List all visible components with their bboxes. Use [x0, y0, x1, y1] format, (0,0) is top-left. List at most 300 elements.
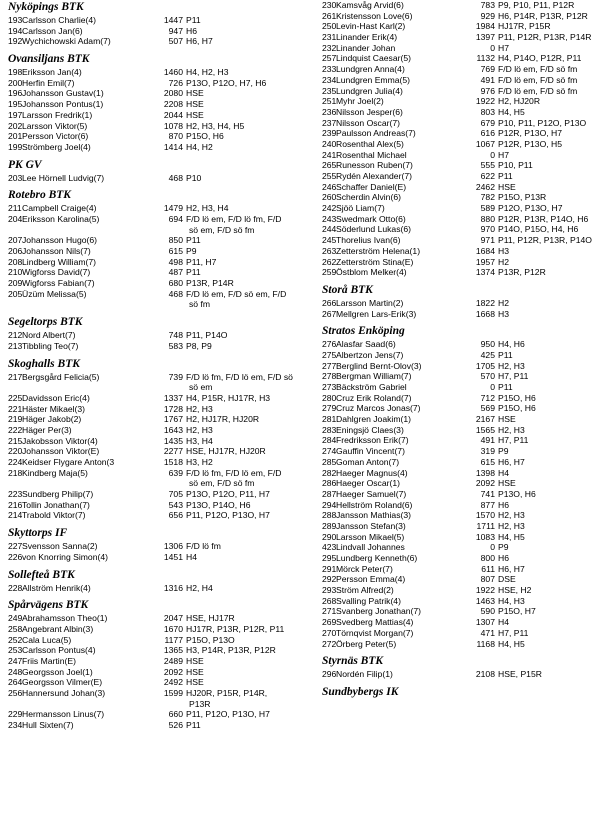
player-entry: [322, 21, 609, 32]
player-classes: H2, H3: [186, 403, 213, 414]
player-name: Friis Martin(E): [22, 655, 76, 666]
player-row: [322, 339, 609, 350]
player-row: [8, 341, 304, 352]
player-classes: H4: [498, 617, 509, 628]
player-row: [8, 656, 304, 667]
player-entry: [8, 142, 304, 153]
player-classes: P11, H7: [186, 256, 217, 267]
player-row: [322, 150, 609, 161]
player-classes: F/D lö em, F/D lö fm, F/D: [186, 213, 282, 224]
player-number: 279: [322, 403, 337, 414]
player-points: 748: [168, 330, 183, 341]
player-classes: H6, P14R, P13R, P12R: [498, 10, 588, 21]
player-classes: HSE: [186, 109, 204, 120]
player-points: 471: [480, 627, 495, 638]
player-row: [322, 182, 609, 193]
player-points: 1168: [476, 638, 495, 649]
player-classes: F/D lö fm, F/D lö em, F/D: [186, 467, 282, 478]
player-classes: H4, H5: [498, 531, 525, 542]
player-points: 2489: [163, 655, 183, 666]
player-number: 274: [322, 446, 337, 457]
player-number: 226: [8, 551, 23, 562]
player-entry: [8, 510, 304, 521]
player-classes: H6: [186, 25, 197, 36]
player-points: 1306: [163, 541, 183, 552]
player-number: 287: [322, 488, 337, 499]
player-entry: [8, 36, 304, 47]
player-classes: HJ17R, P15R: [498, 21, 551, 32]
player-entry: [8, 489, 304, 500]
player-number: 248: [8, 666, 23, 677]
player-number: 240: [322, 138, 337, 149]
player-row: [322, 0, 609, 11]
player-name: Svanberg Jonathan(7): [336, 606, 422, 617]
player-number: 271: [322, 606, 337, 617]
player-entry: [8, 15, 304, 26]
player-name: Wychichowski Adam(7): [22, 36, 111, 47]
player-number: 212: [8, 330, 23, 341]
player-entry: [8, 436, 304, 447]
player-number: 284: [322, 435, 337, 446]
player-points: 947: [168, 25, 183, 36]
player-name: Davidsson Eric(4): [22, 392, 90, 403]
player-row: [8, 635, 304, 646]
player-number: 221: [8, 403, 23, 414]
right-column: [322, 0, 609, 700]
player-entry: [322, 224, 609, 235]
player-number: 281: [322, 414, 337, 425]
player-entry: [8, 645, 304, 656]
player-name: Mörck Peter(7): [336, 563, 393, 574]
player-name: Johansson Gustav(1): [22, 88, 104, 99]
player-classes: H2: [498, 297, 509, 308]
player-name: Ström Alfred(2): [336, 585, 394, 596]
player-number: 268: [322, 595, 337, 606]
player-number: 273: [322, 382, 337, 392]
player-name: von Knorring Simon(4): [22, 551, 108, 562]
player-classes: P9: [498, 542, 509, 553]
player-number: 198: [8, 67, 23, 78]
player-row: [8, 15, 304, 26]
player-number: 250: [322, 21, 337, 32]
player-name: Üzüm Melissa(5): [22, 288, 87, 299]
player-row: [322, 361, 609, 372]
player-row: [322, 457, 609, 468]
player-row: [8, 142, 304, 153]
player-entry: [322, 128, 609, 139]
player-classes: P11: [186, 267, 201, 278]
player-number: 242: [322, 203, 337, 214]
player-name: Trabold Viktor(7): [22, 510, 86, 521]
player-number: 251: [322, 96, 337, 107]
player-number: 219: [8, 414, 23, 425]
player-points: 2092: [163, 666, 183, 677]
player-row: [322, 192, 609, 203]
player-row: [322, 214, 609, 225]
player-classes: H6: [498, 553, 509, 563]
player-points: 487: [168, 267, 183, 278]
player-entry: [322, 86, 609, 97]
player-number: 215: [8, 435, 23, 446]
player-row: [322, 553, 609, 564]
player-name: Allström Henrik(4): [22, 582, 91, 593]
player-number: 295: [322, 553, 337, 563]
player-number: 275: [322, 349, 337, 360]
player-number: 245: [322, 235, 337, 246]
player-points: 491: [480, 74, 495, 85]
player-number: 218: [8, 467, 23, 478]
player-number: 192: [8, 36, 23, 47]
player-name: Albertzon Jens(7): [336, 349, 404, 360]
club-heading: Sundbybergs IK: [322, 685, 399, 698]
player-points: 1767: [163, 414, 183, 425]
player-classes: H4, H5: [498, 638, 525, 649]
player-points: 1711: [476, 520, 495, 531]
player-entry: [8, 446, 304, 457]
player-number: 294: [322, 499, 337, 510]
player-name: Jansson Mathias(3): [336, 510, 411, 521]
player-name: Carlsson Jan(6): [22, 25, 83, 36]
player-classes: H2, H3: [498, 520, 525, 531]
player-number: 258: [8, 623, 23, 634]
player-entry: [8, 121, 304, 132]
player-name: Larsson Martin(2): [336, 297, 404, 308]
player-points: 656: [168, 510, 183, 521]
player-points: 1365: [163, 645, 183, 656]
player-classes: H3, H4: [186, 435, 213, 446]
player-classes: P11: [498, 382, 513, 392]
player-row: [8, 214, 304, 225]
player-classes: H3: [498, 245, 509, 256]
player-points: 583: [168, 340, 183, 351]
player-row: [322, 500, 609, 511]
player-entry: [8, 257, 304, 268]
player-row: [322, 107, 609, 118]
player-classes: H2, HJ20R: [498, 96, 541, 107]
player-classes: P11: [498, 349, 513, 360]
player-name: Hannersund Johan(3): [22, 688, 106, 698]
player-points: 870: [168, 131, 183, 142]
player-number: 285: [322, 456, 337, 467]
player-name: Söderlund Lukas(6): [336, 224, 412, 235]
player-entry: [322, 393, 609, 404]
player-name: Lundgren Emma(5): [336, 74, 411, 85]
player-points: 660: [168, 709, 183, 720]
player-classes: P11: [498, 171, 513, 181]
player-classes: H4, H6: [498, 339, 525, 350]
player-points: 2044: [163, 109, 183, 120]
player-row: [322, 118, 609, 129]
player-points: 741: [480, 488, 495, 499]
player-name: Johansson Pontus(1): [22, 99, 104, 110]
player-name: Jansson Stefan(3): [336, 520, 406, 531]
player-row: [322, 86, 609, 97]
player-number: 280: [322, 392, 337, 403]
player-row: [8, 613, 304, 624]
player-entry: [322, 617, 609, 628]
player-points: 1984: [475, 21, 495, 32]
player-points: 739: [168, 371, 183, 382]
player-name: Cruz Marcos Jonas(7): [336, 403, 421, 414]
player-number: 235: [322, 85, 337, 96]
player-points: 976: [480, 85, 495, 96]
club-heading: Segeltorps BTK: [8, 316, 83, 329]
player-row: [8, 267, 304, 278]
player-number: 236: [322, 106, 337, 117]
player-points: 1957: [475, 256, 495, 267]
player-row: [322, 521, 609, 532]
player-row: [322, 11, 609, 22]
player-entry: [322, 350, 609, 361]
player-entry: [8, 709, 304, 720]
player-name: Lindvall Johannes: [336, 542, 405, 553]
player-entry: [8, 267, 304, 278]
player-classes: P11, P14O: [186, 330, 228, 341]
player-points: 877: [480, 499, 495, 510]
player-entry: [8, 203, 304, 214]
player-entry: [8, 78, 304, 89]
player-number: 234: [322, 74, 337, 85]
player-row: [8, 26, 304, 37]
player-row: [322, 350, 609, 361]
player-points: 800: [480, 553, 495, 563]
club-heading: Styrnäs BTK: [322, 655, 384, 668]
player-classes: H7: [498, 149, 509, 160]
player-row: [8, 720, 304, 731]
player-number: 283: [322, 424, 337, 435]
player-name: Larsson Viktor(5): [22, 120, 88, 131]
player-row: [8, 583, 304, 594]
player-entry: [8, 414, 304, 425]
player-number: 247: [8, 655, 23, 666]
player-number: 289: [322, 520, 337, 531]
player-classes: HSE: [186, 677, 204, 688]
player-classes: HJ17R, P13R, P12R, P11: [186, 623, 285, 634]
club-heading: PK GV: [8, 158, 42, 171]
player-row: [8, 404, 304, 415]
player-classes: P14O, P15O, H4, H6: [498, 224, 579, 235]
player-points: 2047: [163, 613, 183, 624]
player-number: 272: [322, 638, 337, 649]
player-classes-continued: sö em: [189, 382, 213, 393]
player-name: Haeger Samuel(7): [336, 488, 407, 499]
player-name: Rosenthal Michael: [336, 149, 407, 160]
player-entry: [322, 182, 609, 193]
player-number: 211: [8, 203, 22, 214]
player-name: Georgsson Vilmer(E): [22, 677, 103, 688]
player-points: 589: [480, 203, 495, 214]
player-points: 1307: [475, 617, 495, 628]
player-name: Cruz Erik Roland(7): [336, 392, 412, 403]
player-row: [322, 75, 609, 86]
player-entry: [322, 43, 609, 54]
player-name: Linander Erik(4): [336, 32, 398, 43]
player-entry: [8, 552, 304, 563]
player-points: 1599: [163, 688, 183, 698]
player-classes: P12O, P13O, H7: [498, 203, 563, 214]
player-classes: P13O, P12O, H7, H6: [186, 77, 267, 88]
player-points: 782: [480, 192, 495, 203]
player-points: 0: [490, 382, 495, 392]
player-row: [322, 617, 609, 628]
club-heading: Rotebro BTK: [8, 189, 71, 202]
player-entry: [8, 720, 304, 731]
player-entry: [322, 11, 609, 22]
player-points: 0: [490, 149, 495, 160]
player-points: 694: [168, 213, 183, 224]
player-entry: [322, 669, 609, 680]
player-row: [322, 669, 609, 680]
player-points: 2492: [163, 677, 183, 688]
player-entry: [322, 160, 609, 171]
player-classes: P10, P11: [498, 160, 533, 171]
player-classes: HSE: [186, 88, 204, 99]
player-name: Carlsson Pontus(4): [22, 645, 96, 656]
player-points: 850: [168, 235, 183, 246]
player-points: 705: [168, 489, 183, 500]
player-row: [322, 139, 609, 150]
player-name: Häger Per(3): [22, 424, 72, 435]
player-row: [8, 677, 304, 688]
player-entry: [322, 139, 609, 150]
player-number: 234: [8, 720, 23, 731]
player-number: 200: [8, 77, 23, 88]
player-entry: [322, 628, 609, 639]
player-row: [322, 564, 609, 575]
player-number: 206: [8, 246, 23, 256]
player-number: 224: [8, 457, 23, 467]
player-points: 507: [168, 36, 183, 47]
player-row: [8, 446, 304, 457]
player-row: [8, 541, 304, 552]
player-entry: [322, 150, 609, 161]
player-classes: P15O, H6: [186, 131, 224, 142]
player-classes: H4, P14O, P12R, P11: [498, 53, 582, 64]
player-row: [8, 457, 304, 468]
player-classes: P12R, P13O, H7: [498, 128, 563, 139]
player-row: [8, 203, 304, 214]
player-number: 262: [322, 256, 337, 267]
player-entry: [322, 585, 609, 596]
player-row: [322, 43, 609, 54]
player-name: Mellgren Lars-Erik(3): [336, 308, 417, 319]
player-number: 228: [8, 582, 23, 593]
player-classes: F/D lö em, F/D sö fm: [498, 64, 578, 75]
player-points: 679: [480, 117, 495, 128]
player-points: 0: [490, 542, 495, 553]
player-classes: H7: [498, 42, 509, 53]
player-classes: H6, H7: [186, 36, 213, 47]
player-row: [8, 393, 304, 404]
player-number: 199: [8, 141, 23, 152]
player-classes: H2, H3, H4, H5: [186, 120, 245, 131]
player-classes: P11, P12O, P13O, H7: [186, 709, 270, 720]
player-points: 468: [168, 172, 183, 183]
player-row: [8, 645, 304, 656]
player-row: [322, 257, 609, 268]
player-entry: [322, 500, 609, 511]
player-number: 210: [8, 267, 23, 278]
player-entry: [8, 289, 304, 310]
player-points: 491: [480, 435, 495, 446]
player-name: Runesson Ruben(7): [336, 160, 413, 171]
player-classes: H4, P15R, HJ17R, H3: [186, 392, 271, 403]
player-classes: P15O, P13R: [498, 192, 547, 203]
player-row: [8, 246, 304, 257]
player-classes-continued: P13R: [189, 698, 211, 709]
player-classes: F/D lö em, F/D sö fm: [498, 85, 578, 96]
player-points: 543: [168, 499, 183, 510]
player-name: Rydén Alexander(7): [336, 171, 412, 181]
player-name: Carlsson Charlie(4): [22, 15, 97, 25]
player-points: 783: [480, 0, 495, 10]
club-heading: Stratos Enköping: [322, 325, 405, 338]
player-number: 231: [322, 32, 337, 43]
club-heading: Spårvägens BTK: [8, 599, 89, 612]
player-points: 880: [480, 213, 495, 224]
player-row: [322, 246, 609, 257]
player-number: 232: [322, 42, 337, 53]
player-points: 615: [480, 456, 495, 467]
player-classes: P13R, P14R: [186, 278, 234, 289]
player-name: Berglind Bernt-Olov(3): [336, 360, 422, 371]
player-classes: F/D lö fm: [186, 541, 221, 552]
player-number: 249: [8, 613, 23, 624]
player-name: Jakobsson Viktor(4): [22, 435, 98, 446]
player-name: Svalling Patrik(4): [336, 595, 401, 606]
player-entry: [322, 75, 609, 86]
player-points: 2208: [163, 99, 183, 110]
player-row: [8, 131, 304, 142]
player-points: 1670: [163, 623, 183, 634]
player-number: 293: [322, 585, 337, 596]
player-row: [322, 235, 609, 246]
player-classes-continued: sö fm: [189, 299, 211, 310]
player-name: Lee Hörnell Ludvig(7): [22, 172, 105, 183]
player-points: 2277: [163, 446, 183, 457]
player-entry: [322, 339, 609, 350]
player-classes: H4, H2: [186, 141, 213, 152]
player-entry: [8, 341, 304, 352]
player-name: Tibbling Teo(7): [22, 340, 79, 351]
player-name: Eriksson Jan(4): [22, 67, 82, 78]
player-number: 260: [322, 192, 337, 203]
player-entry: [8, 110, 304, 121]
player-number: 257: [322, 53, 337, 64]
player-name: Lundgren Anna(4): [336, 64, 405, 75]
player-points: 498: [168, 256, 183, 267]
player-row: [322, 128, 609, 139]
player-row: [322, 160, 609, 171]
player-name: Sundberg Philip(7): [22, 489, 94, 500]
player-classes: P9: [498, 446, 509, 457]
player-entry: [322, 309, 609, 320]
player-number: 225: [8, 392, 23, 403]
player-points: 1177: [164, 634, 183, 645]
player-entry: [322, 468, 609, 479]
player-entry: [8, 131, 304, 142]
player-points: 1397: [475, 32, 495, 43]
player-entry: [322, 553, 609, 564]
player-classes: HSE, HJ17R: [186, 613, 235, 624]
player-number: 201: [8, 131, 23, 142]
player-name: Fredriksson Erik(7): [336, 435, 409, 446]
player-entry: [8, 26, 304, 37]
player-points: 1922: [475, 96, 495, 107]
player-points: 1570: [475, 510, 495, 521]
player-name: Östblom Melker(4): [336, 267, 407, 278]
player-name: Gauffin Vincent(7): [336, 446, 405, 457]
